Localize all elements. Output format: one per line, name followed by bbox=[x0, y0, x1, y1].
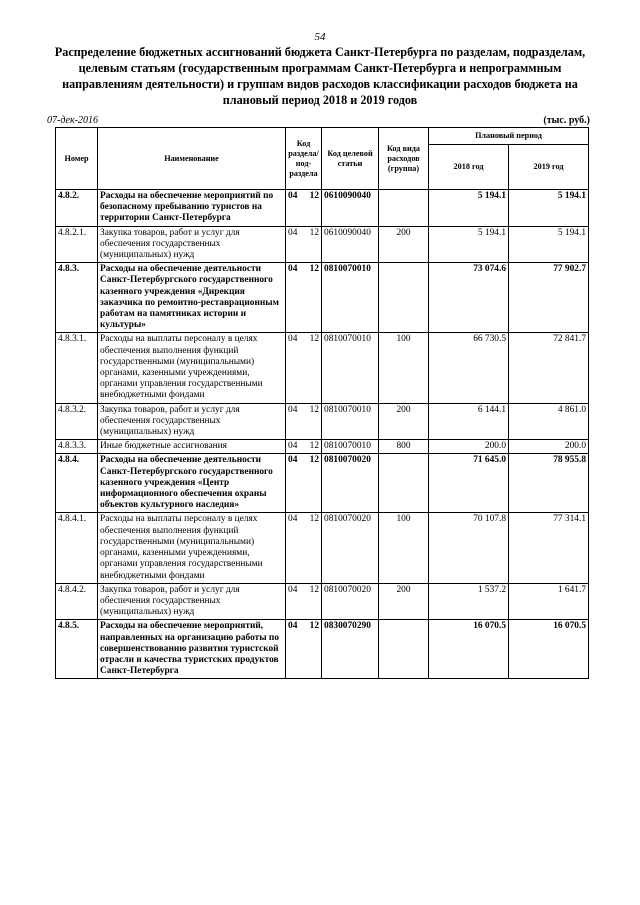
row-expense-type bbox=[379, 190, 429, 227]
row-amount-2018: 5 194.1 bbox=[429, 190, 509, 227]
row-expense-type bbox=[379, 263, 429, 333]
header-section: Код раздела/ под-раздела bbox=[286, 128, 322, 190]
row-expense-type bbox=[379, 454, 429, 513]
table-row bbox=[56, 333, 589, 403]
row-amount-2019: 16 070.5 bbox=[509, 620, 589, 679]
row-name: Расходы на выплаты персоналу в целях обеспечения выполнения функций государственными (муниципальными) органами, казенными учреждениями, органами управления государственными внебюджетными фондами bbox=[98, 333, 286, 403]
header-planned-period: Плановый период bbox=[429, 128, 589, 145]
row-amount-2018: 66 730.5 bbox=[429, 333, 509, 403]
row-target-code: 0810070010 bbox=[322, 403, 379, 440]
row-amount-2018: 73 074.6 bbox=[429, 263, 509, 333]
row-section-code: 04 bbox=[286, 583, 306, 620]
row-target-code: 0810070020 bbox=[322, 513, 379, 583]
row-amount-2018: 16 070.5 bbox=[429, 620, 509, 679]
row-section-code: 04 bbox=[286, 454, 306, 513]
row-expense-type: 800 bbox=[379, 440, 429, 454]
row-subsection-code: 12 bbox=[306, 333, 322, 403]
row-number: 4.8.5. bbox=[56, 620, 98, 679]
document-date: 07-дек-2016 bbox=[47, 115, 98, 126]
row-name: Расходы на обеспечение деятельности Санкт-Петербургского государственного казенного учреждения «Центр информационного обеспечения охраны объектов культурного наследия» bbox=[98, 454, 286, 513]
row-name: Закупка товаров, работ и услуг для обеспечения государственных (муниципальных) нужд bbox=[98, 226, 286, 263]
row-number: 4.8.2. bbox=[56, 190, 98, 227]
row-target-code: 0810070010 bbox=[322, 440, 379, 454]
row-subsection-code: 12 bbox=[306, 454, 322, 513]
table-row bbox=[56, 226, 589, 263]
table-row bbox=[56, 263, 589, 333]
units-label: (тыс. руб.) bbox=[543, 115, 590, 126]
row-number: 4.8.3.1. bbox=[56, 333, 98, 403]
row-amount-2019: 77 314.1 bbox=[509, 513, 589, 583]
row-subsection-code: 12 bbox=[306, 226, 322, 263]
row-section-code: 04 bbox=[286, 620, 306, 679]
row-target-code: 0810070020 bbox=[322, 454, 379, 513]
row-section-code: 04 bbox=[286, 226, 306, 263]
row-target-code: 0830070290 bbox=[322, 620, 379, 679]
table-row bbox=[56, 620, 589, 679]
table-row bbox=[56, 454, 589, 513]
row-number: 4.8.2.1. bbox=[56, 226, 98, 263]
row-amount-2019: 77 902.7 bbox=[509, 263, 589, 333]
row-number: 4.8.3.3. bbox=[56, 440, 98, 454]
table-body bbox=[56, 190, 589, 679]
page-number: 54 bbox=[314, 31, 326, 43]
row-section-code: 04 bbox=[286, 440, 306, 454]
header-target: Код целевой статьи bbox=[322, 128, 379, 190]
row-section-code: 04 bbox=[286, 190, 306, 227]
row-name: Закупка товаров, работ и услуг для обеспечения государственных (муниципальных) нужд bbox=[98, 403, 286, 440]
row-amount-2018: 200.0 bbox=[429, 440, 509, 454]
header-number: Номер bbox=[56, 128, 98, 190]
row-number: 4.8.3.2. bbox=[56, 403, 98, 440]
row-target-code: 0810070010 bbox=[322, 333, 379, 403]
row-subsection-code: 12 bbox=[306, 263, 322, 333]
row-amount-2018: 70 107.8 bbox=[429, 513, 509, 583]
row-amount-2018: 6 144.1 bbox=[429, 403, 509, 440]
row-expense-type bbox=[379, 620, 429, 679]
row-name: Иные бюджетные ассигнования bbox=[98, 440, 286, 454]
row-amount-2018: 5 194.1 bbox=[429, 226, 509, 263]
row-number: 4.8.3. bbox=[56, 263, 98, 333]
row-amount-2018: 71 645.0 bbox=[429, 454, 509, 513]
row-subsection-code: 12 bbox=[306, 620, 322, 679]
row-expense-type: 100 bbox=[379, 513, 429, 583]
row-name: Расходы на выплаты персоналу в целях обеспечения выполнения функций государственными (муниципальными) органами, казенными учреждениями, органами управления государственными внебюджетными фондами bbox=[98, 513, 286, 583]
row-number: 4.8.4. bbox=[56, 454, 98, 513]
row-amount-2019: 5 194.1 bbox=[509, 190, 589, 227]
row-expense-type: 200 bbox=[379, 403, 429, 440]
row-target-code: 0810070010 bbox=[322, 263, 379, 333]
row-subsection-code: 12 bbox=[306, 583, 322, 620]
row-amount-2019: 200.0 bbox=[509, 440, 589, 454]
table-row bbox=[56, 513, 589, 583]
header-year-2019: 2019 год bbox=[509, 145, 589, 190]
header-expense-type: Код вида расходов (группа) bbox=[379, 128, 429, 190]
table-row bbox=[56, 583, 589, 620]
row-number: 4.8.4.2. bbox=[56, 583, 98, 620]
row-name: Расходы на обеспечение деятельности Санкт-Петербургского государственного казенного учреждения «Дирекция заказчика по ремонтно-реставрационным работам на памятниках истории и культуры» bbox=[98, 263, 286, 333]
row-amount-2019: 5 194.1 bbox=[509, 226, 589, 263]
row-subsection-code: 12 bbox=[306, 403, 322, 440]
row-name: Расходы на обеспечение мероприятий по безопасному пребыванию туристов на территории Санкт-Петербурга bbox=[98, 190, 286, 227]
row-target-code: 0810070020 bbox=[322, 583, 379, 620]
row-expense-type: 100 bbox=[379, 333, 429, 403]
row-subsection-code: 12 bbox=[306, 513, 322, 583]
row-amount-2019: 1 641.7 bbox=[509, 583, 589, 620]
row-section-code: 04 bbox=[286, 513, 306, 583]
row-name: Закупка товаров, работ и услуг для обеспечения государственных (муниципальных) нужд bbox=[98, 583, 286, 620]
header-year-2018: 2018 год bbox=[429, 145, 509, 190]
row-amount-2019: 4 861.0 bbox=[509, 403, 589, 440]
row-target-code: 0610090040 bbox=[322, 226, 379, 263]
table-row bbox=[56, 190, 589, 227]
row-subsection-code: 12 bbox=[306, 190, 322, 227]
row-section-code: 04 bbox=[286, 333, 306, 403]
table-row bbox=[56, 440, 589, 454]
row-expense-type: 200 bbox=[379, 583, 429, 620]
header-row-1 bbox=[56, 128, 589, 145]
row-name: Расходы на обеспечение мероприятий, направленных на организацию работы по совершенствованию развития туристской отрасли и качества туристских продуктов Санкт-Петербурга bbox=[98, 620, 286, 679]
row-section-code: 04 bbox=[286, 403, 306, 440]
budget-table bbox=[55, 127, 589, 679]
row-target-code: 0610090040 bbox=[322, 190, 379, 227]
header-name: Наименование bbox=[98, 128, 286, 190]
row-amount-2019: 78 955.8 bbox=[509, 454, 589, 513]
row-amount-2019: 72 841.7 bbox=[509, 333, 589, 403]
row-section-code: 04 bbox=[286, 263, 306, 333]
row-amount-2018: 1 537.2 bbox=[429, 583, 509, 620]
row-number: 4.8.4.1. bbox=[56, 513, 98, 583]
document-title: Распределение бюджетных ассигнований бюджета Санкт-Петербурга по разделам, подразделам, целевым статьям (государственным программам Санкт-Петербурга и непрограммным направлениям деятельности) и группам видов расходов классификации расходов бюджета на плановый период 2018 и 2019 годов bbox=[54, 45, 586, 107]
row-expense-type: 200 bbox=[379, 226, 429, 263]
row-subsection-code: 12 bbox=[306, 440, 322, 454]
table-row bbox=[56, 403, 589, 440]
